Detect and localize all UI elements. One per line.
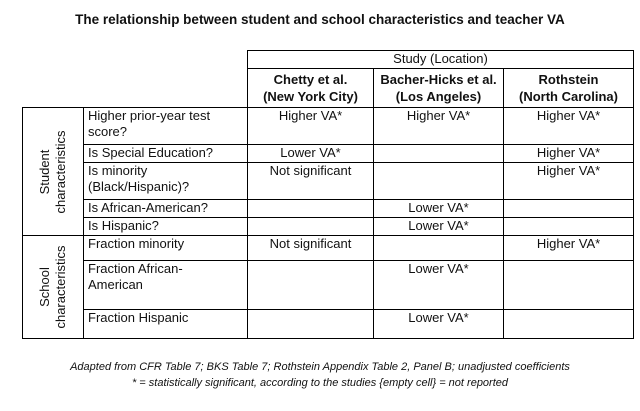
table-cell bbox=[504, 310, 634, 339]
row-label: Fraction Hispanic bbox=[84, 310, 248, 339]
column-author: Bacher-Hicks et al. bbox=[380, 72, 497, 87]
column-header-bacher-hicks bbox=[374, 69, 504, 108]
row-label: Fraction African- American bbox=[84, 261, 248, 310]
table-cell bbox=[504, 200, 634, 218]
row-label: Fraction minority bbox=[84, 236, 248, 261]
table-cell bbox=[374, 163, 504, 200]
group-label: School bbox=[37, 267, 52, 307]
row-label: Is African-American? bbox=[84, 200, 248, 218]
table-row bbox=[23, 200, 634, 218]
footnote-legend: * = statistically significant, according to the studies {empty cell} = not reported bbox=[131, 377, 509, 389]
va-comparison-table bbox=[22, 50, 634, 339]
study-header-row bbox=[23, 51, 634, 69]
table-cell bbox=[248, 218, 374, 236]
table-row bbox=[23, 108, 634, 145]
column-header-row bbox=[23, 69, 634, 108]
row-label: Is minority (Black/Hispanic)? bbox=[84, 163, 248, 200]
table-cell bbox=[504, 218, 634, 236]
table-cell: Higher VA* bbox=[504, 236, 634, 261]
table-cell: Higher VA* bbox=[504, 163, 634, 200]
row-label: Is Hispanic? bbox=[84, 218, 248, 236]
table-cell: Higher VA* bbox=[248, 108, 374, 145]
table-cell: Not significant bbox=[248, 236, 374, 261]
group-label: characteristics bbox=[53, 129, 68, 214]
table-row bbox=[23, 218, 634, 236]
table-cell: Not significant bbox=[248, 163, 374, 200]
table-cell bbox=[248, 310, 374, 339]
table-cell bbox=[374, 145, 504, 163]
table-cell: Higher VA* bbox=[374, 108, 504, 145]
table-cell: Higher VA* bbox=[504, 145, 634, 163]
row-label: Higher prior-year test score? bbox=[84, 108, 248, 145]
group-label: characteristics bbox=[53, 245, 68, 329]
group-label: Student bbox=[37, 149, 52, 194]
column-location: (Los Angeles) bbox=[395, 89, 482, 104]
table-cell: Higher VA* bbox=[504, 108, 634, 145]
school-characteristics-group bbox=[23, 236, 84, 339]
row-label: Is Special Education? bbox=[84, 145, 248, 163]
column-header-rothstein bbox=[504, 69, 634, 108]
table-cell: Lower VA* bbox=[374, 200, 504, 218]
table-cell: Lower VA* bbox=[374, 261, 504, 310]
table-cell bbox=[248, 200, 374, 218]
table-row bbox=[23, 261, 634, 310]
column-header-chetty bbox=[248, 69, 374, 108]
table-cell bbox=[248, 261, 374, 310]
table-cell bbox=[374, 236, 504, 261]
table-row bbox=[23, 145, 634, 163]
table-row bbox=[23, 310, 634, 339]
table-cell: Lower VA* bbox=[374, 310, 504, 339]
column-location: (New York City) bbox=[263, 89, 358, 104]
table-cell: Lower VA* bbox=[374, 218, 504, 236]
table-cell: Lower VA* bbox=[248, 145, 374, 163]
table-row bbox=[23, 236, 634, 261]
table-row bbox=[23, 163, 634, 200]
table-title: The relationship between student and school characteristics and teacher VA bbox=[75, 12, 565, 27]
column-author: Chetty et al. bbox=[273, 72, 348, 87]
column-author: Rothstein bbox=[538, 72, 599, 87]
column-location: (North Carolina) bbox=[519, 89, 618, 104]
footnote-source: Adapted from CFR Table 7; BKS Table 7; Rothstein Appendix Table 2, Panel B; unadjusted coefficients bbox=[70, 361, 570, 373]
student-characteristics-group bbox=[23, 108, 84, 236]
study-location-header: Study (Location) bbox=[248, 51, 634, 69]
table-cell bbox=[504, 261, 634, 310]
